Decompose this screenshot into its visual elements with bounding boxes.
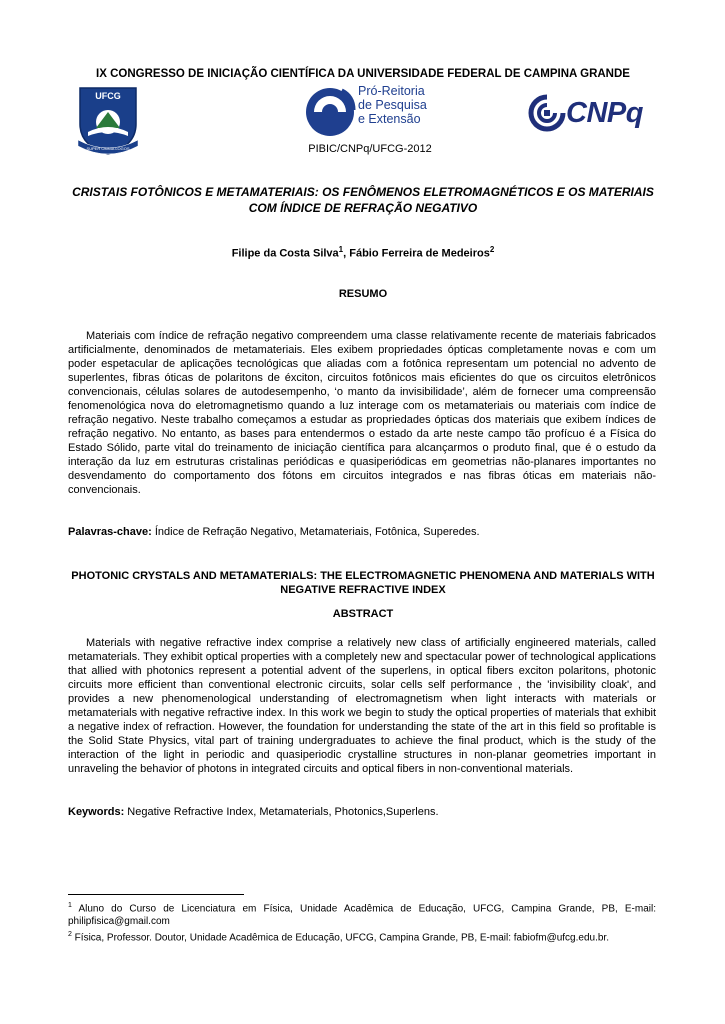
keywords-en [68, 806, 658, 818]
ufcg-logo [74, 84, 142, 158]
cnpq-wordmark: CNPq [566, 97, 643, 129]
prpe-logo [302, 82, 452, 142]
abstract-heading: ABSTRACT [332, 608, 394, 620]
prpe-line-3: e Extensão [358, 112, 421, 126]
ufcg-logo-text: UFCG [95, 91, 121, 101]
program-label: PIBIC/CNPq/UFCG-2012 [308, 143, 432, 155]
footnote-1-text: Aluno do Curso de Licenciatura em Física, Unidade Acadêmica de Educação, UFCG, Campina Grande, PB, E-mail: philipfisica@gmail.com [68, 903, 656, 928]
ufcg-shield-icon [74, 84, 142, 158]
author-separator: , [343, 247, 350, 260]
cnpq-emblem-icon [528, 94, 566, 132]
resumo-body: Materiais com índice de refração negativo compreendem uma classe relativamente recente de materiais fabricados artificialmente, denominados de metamateriais. Eles exibem propriedades ópticas completamente novas e com um poder espetacular de aplicações tecnológicas que aliadas com a fotônica representam um potencial no advento de superlentes, fibras óticas de polaritons de éxciton, circuitos fotônicos mais eficientes do que os circuitos eletrônicos convencionais, células solares de autodesempenho, ‘o manto da invisibilidade’, além de fornecer uma compreensão fenomenológica nova do eletromagnetismo quando a luz interage com os metamateriais ou materiais com índice de refração negativo. Neste trabalho começamos a estudar as propriedades ópticas dos materiais que exibem índices de refração negativo. No entanto, as bases para entendermos o estado da arte neste campo tão profícuo é a Física do Estado Sólido, parte vital do treinamento de iniciação científica para alcançarmos o produto final, que é o estudo da interação da luz em estruturas cristalinas periódicas e quasiperiódicas em geometrias não-planares importantes no desvendamento do comportamento dos fótons em circuitos integrados e nas fibras óticas em materiais não-convencionais. [68, 330, 656, 496]
prpe-text-block [358, 84, 427, 126]
prpe-line-2: de Pesquisa [358, 98, 427, 112]
author-2: Fábio Ferreira de Medeiros [349, 247, 490, 260]
footnotes [68, 899, 656, 945]
footnote-1 [68, 899, 656, 928]
abstract-body: Materials with negative refractive index comprise a relatively new class of artificially engineered materials, called metamaterials. They exhibit optical properties with a completely new and spectacular power of technological applications that allied with photonics represent a potential advent of the superlens, in optical fibers exciton polaritons, photonic circuits more efficient than conventional electronic circuits, solar cells self performance , the 'invisibility cloak', and provides a new phenomenological understanding of electromagnetism when light interacts with materials or metamaterials with negative refractive index. In this work we begin to study the optical properties of materials that exhibit a negative index of refraction. However, the foundation for understanding the state of the art in this field so profitable is the Solid State Physics, vital part of training undergraduates to achieve the final product, which is the study of the interaction of the light in periodic and quasiperiodic crystalline structures in non-planar geometries important in unraveling the behavior of photons in integrated circuits and optical fibers in non-conventional materials. [68, 637, 656, 775]
footnote-2-text: Física, Professor. Doutor, Unidade Acadêmica de Educação, UFCG, Campina Grande, PB, E-mail: fabiofm@ufcg.edu.br. [71, 932, 609, 944]
author-1: Filipe da Costa Silva [231, 247, 339, 260]
resumo-heading: RESUMO [338, 288, 388, 300]
footnote-divider [68, 894, 244, 895]
footnote-1-mark: 1 [68, 902, 72, 909]
prpe-line-1: Pró-Reitoria [358, 84, 425, 98]
authors-line [68, 245, 658, 260]
cnpq-logo [528, 94, 648, 132]
keywords-en-list: Negative Refractive Index, Metamaterials, Photonics,Superlens. [124, 806, 439, 818]
ufcg-motto-text: SUPER OMNIA LOGOS [86, 146, 130, 151]
keywords-pt-list: Índice de Refração Negativo, Metamateriais, Fotônica, Superedes. [151, 526, 480, 538]
author-2-mark: 2 [489, 245, 495, 254]
author-1-mark: 1 [338, 245, 344, 254]
footnote-2 [68, 928, 656, 944]
keywords-pt-label: Palavras-chave: [68, 526, 152, 538]
footnote-2-mark: 2 [68, 931, 72, 939]
title-english: PHOTONIC CRYSTALS AND METAMATERIALS: THE ELECTROMAGNETIC PHENOMENA AND MATERIALS WITH NEGATIVE REFRACTIVE INDEX [71, 570, 655, 596]
congress-header: IX CONGRESSO DE INICIAÇÃO CIENTÍFICA DA UNIVERSIDADE FEDERAL DE CAMPINA GRANDE [96, 68, 630, 80]
keywords-pt [68, 526, 658, 538]
title-portuguese: CRISTAIS FOTÔNICOS E METAMATERIAIS: OS FENÔMENOS ELETROMAGNÉTICOS E OS MATERIAIS COM ÍNDICE DE REFRAÇÃO NEGATIVO [72, 185, 654, 215]
keywords-en-label: Keywords: [68, 806, 125, 818]
prpe-emblem-icon [302, 82, 356, 138]
